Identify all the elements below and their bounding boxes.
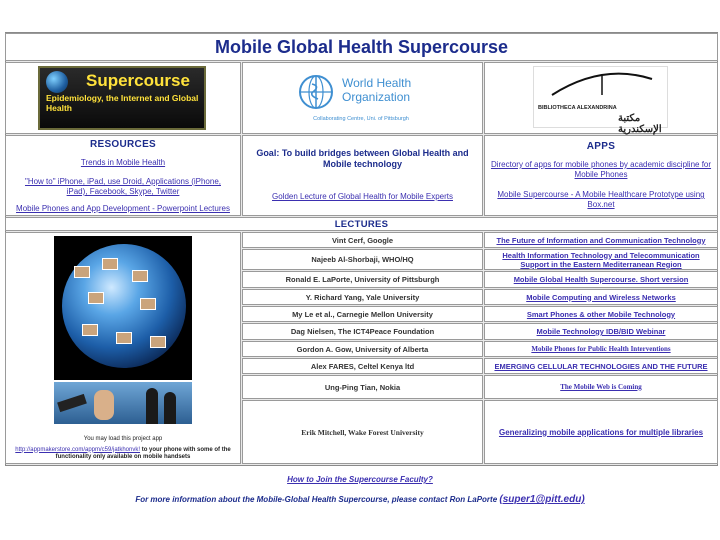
bibalex-logo-arabic: مكتبة الإسكندرية [618, 113, 662, 135]
lecture-speaker: Dag Nielsen, The ICT4Peace Foundation [290, 327, 435, 336]
lecture-speaker-cell [242, 341, 483, 357]
collage-thumb [102, 258, 118, 270]
lecture-talk-link[interactable]: Mobile Computing and Wireless Networks [526, 292, 676, 302]
lecture-speaker: Najeeb Al-Shorbaji, WHO/HQ [311, 255, 414, 264]
person-silhouette [146, 388, 158, 424]
lecture-talk-cell [484, 289, 718, 305]
globe-icon [46, 71, 68, 93]
app-promo-link[interactable]: http://appmakerstore.com/appm/c59/jatkhonvk! [15, 446, 141, 453]
apps-cell [484, 135, 718, 216]
contact-text: For more information about the Mobile-Global Health Supercourse, please contact Ron LaPorte [135, 495, 500, 504]
collage-thumb [82, 324, 98, 336]
phone-shape [57, 394, 87, 412]
supercourse-logo[interactable] [38, 66, 206, 130]
mobile-hands-image [54, 382, 192, 424]
lectures-heading: LECTURES [334, 219, 389, 230]
join-faculty-link[interactable]: How to Join the Supercourse Faculty? [287, 475, 433, 484]
lecture-talk-cell [484, 358, 718, 374]
collage-thumb [116, 332, 132, 344]
lecture-speaker: Ronald E. LaPorte, University of Pittsburgh [285, 275, 440, 284]
resources-cell [5, 135, 241, 216]
lecture-talk-link[interactable]: Mobile Global Health Supercourse. Short version [513, 275, 689, 284]
person-silhouette [164, 392, 176, 424]
lecture-talk-link[interactable]: Health Information Technology and Telecommunication Support in the Eastern Mediterranean Region [502, 250, 700, 269]
footer-join [0, 475, 720, 484]
who-emblem-icon [296, 72, 336, 112]
who-logo-caption: Collaborating Centre, Uni. of Pittsburgh [313, 116, 409, 122]
lecture-talk-link[interactable]: The Mobile Web is Coming [560, 382, 642, 391]
goal-text: Goal: To build bridges between Global Health and Mobile technology [256, 148, 469, 169]
lecture-speaker: My Le et al., Carnegie Mellon University [292, 309, 433, 319]
hand-shape [94, 390, 114, 420]
who-logo-line2: Organization [342, 90, 411, 104]
lecture-speaker-cell [242, 289, 483, 305]
collage-thumb [88, 292, 104, 304]
lecture-talk-cell [484, 232, 718, 248]
supercourse-logo-name: Supercourse [86, 71, 190, 90]
apps-heading: APPS [586, 141, 616, 152]
bibalex-arc-icon [542, 69, 662, 97]
collage-thumb [150, 336, 166, 348]
lecture-talk-cell [484, 400, 718, 464]
lecture-speaker-cell [242, 232, 483, 248]
goal-link-golden-lecture[interactable]: Golden Lecture of Global Health for Mobile Experts [272, 192, 453, 201]
lecture-talk-cell [484, 306, 718, 322]
page-title: Mobile Global Health Supercourse [214, 36, 509, 57]
lecture-talk-link[interactable]: The Future of Information and Communication Technology [496, 235, 706, 245]
who-logo[interactable] [290, 66, 430, 128]
lectures-heading-cell [5, 217, 718, 231]
app-promo-line1: You may load this project app [83, 436, 163, 442]
lecture-talk-link[interactable]: Mobile Phones for Public Health Interventions [531, 344, 671, 353]
earth-collage-image [54, 236, 192, 380]
lecture-talk-cell [484, 249, 718, 270]
app-promo [6, 436, 240, 462]
lecture-speaker: Erik Mitchell, Wake Forest University [301, 427, 424, 437]
lecture-speaker-cell [242, 323, 483, 340]
collage-thumb [74, 266, 90, 278]
lecture-speaker: Gordon A. Gow, University of Alberta [296, 344, 429, 354]
app-promo-line2: to your phone with some of the functionality only available on mobile handsets [55, 446, 231, 460]
resources-link-trends[interactable]: Trends in Mobile Health [80, 158, 166, 167]
lecture-talk-cell [484, 271, 718, 288]
lecture-speaker-cell [242, 375, 483, 399]
lecture-speaker: Ung-Ping Tian, Nokia [324, 382, 401, 392]
lecture-speaker: Y. Richard Yang, Yale University [305, 292, 420, 302]
supercourse-logo-tagline: Epidemiology, the Internet and Global Health [46, 93, 199, 113]
contact-email-link[interactable]: (super1@pitt.edu) [499, 494, 585, 505]
lecture-talk-link[interactable]: Mobile Technology IDB/BID Webinar [536, 327, 666, 336]
resources-link-powerpoint[interactable]: Mobile Phones and App Development - Powerpoint Lectures [16, 204, 230, 213]
goal-cell [242, 135, 483, 216]
collage-thumb [132, 270, 148, 282]
resources-link-howto[interactable]: "How to" iPhone, iPad, use Droid, Applications (iPhone, iPad), Facebook, Skype, Twitter [24, 177, 221, 196]
bibalex-logo[interactable] [533, 66, 668, 135]
collage-thumb [140, 298, 156, 310]
apps-link-directory[interactable]: Directory of apps for mobile phones by academic discipline for Mobile Phones [490, 160, 712, 179]
lecture-talk-link[interactable]: EMERGING CELLULAR TECHNOLOGIES AND THE FUTURE [494, 361, 708, 371]
who-logo-line1: World Health [342, 76, 412, 90]
bibalex-logo-name: BIBLIOTHECA ALEXANDRINA [538, 105, 617, 111]
lecture-talk-link[interactable]: Smart Phones & other Mobile Technology [526, 309, 676, 319]
apps-link-mobile-supercourse[interactable]: Mobile Supercourse - A Mobile Healthcare Prototype using Box.net [497, 190, 705, 209]
footer-contact [0, 494, 720, 505]
lecture-speaker-cell [242, 400, 483, 464]
lecture-speaker-cell [242, 271, 483, 288]
lecture-talk-cell [484, 341, 718, 357]
lecture-speaker: Vint Cerf, Google [331, 235, 394, 245]
lecture-talk-cell [484, 375, 718, 399]
lecture-talk-cell [484, 323, 718, 340]
lecture-speaker: Alex FARES, Celtel Kenya ltd [310, 361, 415, 371]
lecture-talk-link[interactable]: Generalizing mobile applications for multiple libraries [498, 427, 704, 437]
lecture-speaker-cell [242, 306, 483, 322]
lecture-speaker-cell [242, 249, 483, 270]
lecture-speaker-cell [242, 358, 483, 374]
resources-heading: RESOURCES [89, 139, 157, 150]
earth-globe [62, 244, 186, 368]
